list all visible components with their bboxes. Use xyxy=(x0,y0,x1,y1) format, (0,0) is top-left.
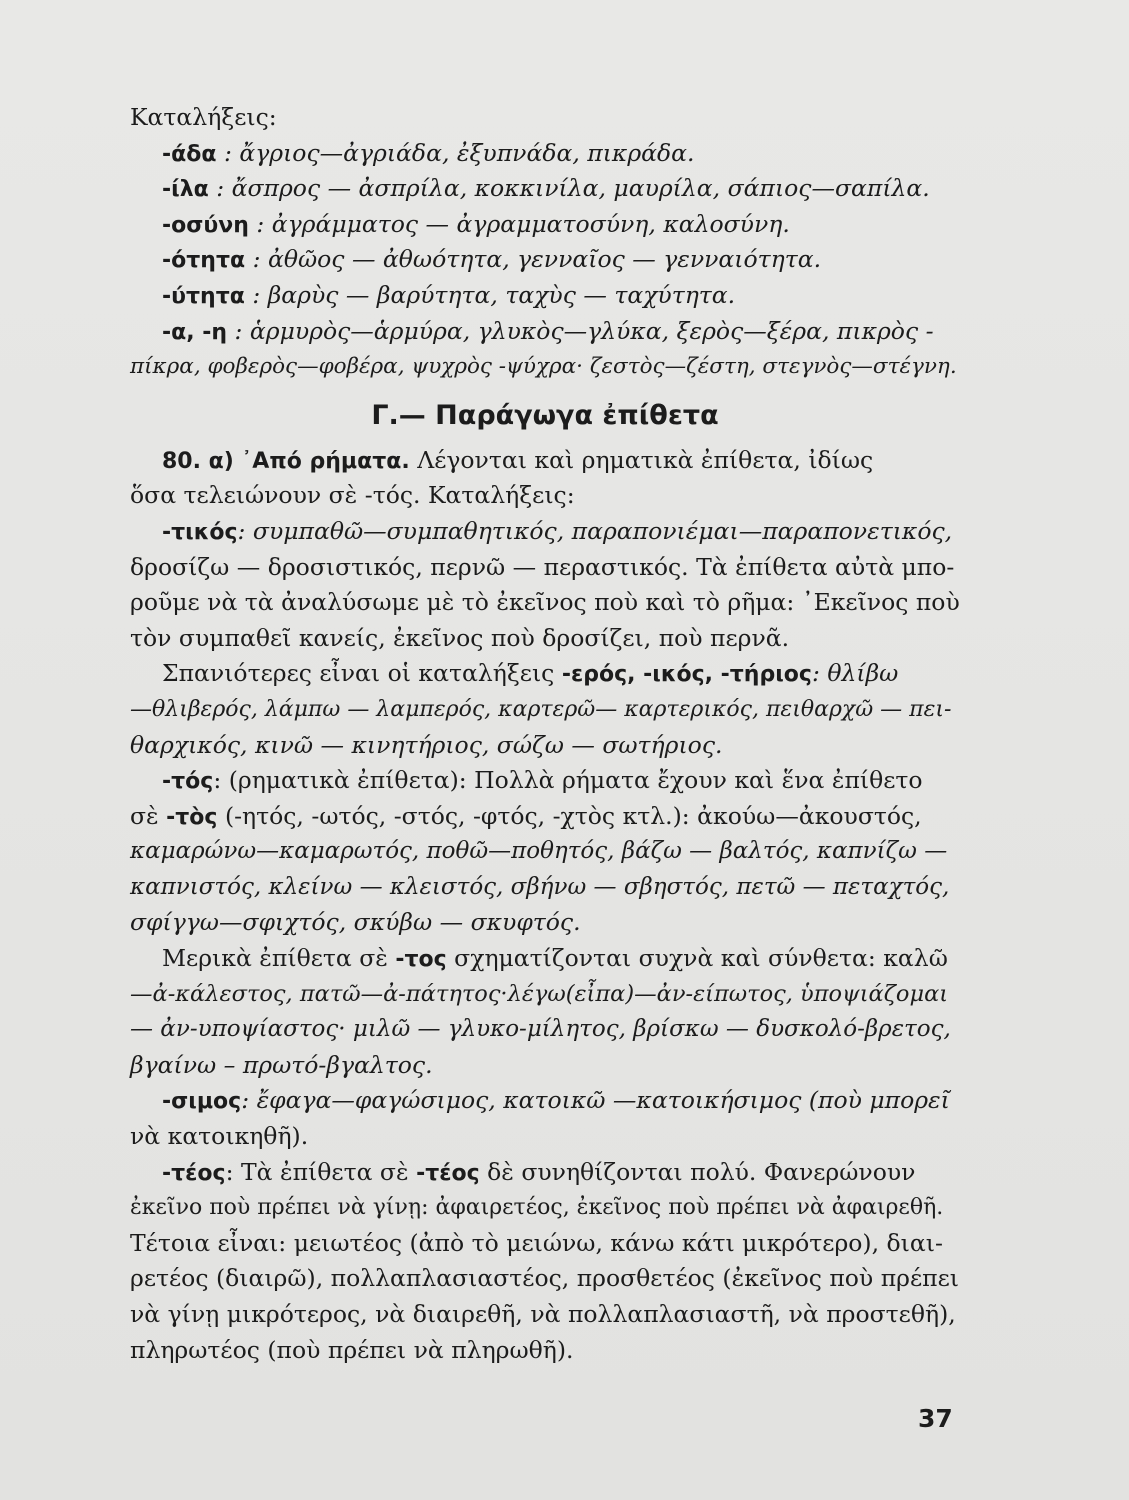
page-number: 37 xyxy=(918,1404,953,1433)
teos-line5: νὰ γίνῃ μικρότερος, νὰ διαιρεθῆ, νὰ πολλαπλασιαστῆ, νὰ προστεθῆ), xyxy=(130,1300,956,1328)
compound-line1: Μερικὰ ἐπίθετα σὲ -τος σχηματίζονται συχνὰ καὶ σύνθετα: καλῶ xyxy=(162,944,948,973)
tos-line2: σὲ -τὸς (-ητός, -ωτός, -στός, -φτός, -χτὸς κτλ.): ἀκούω—ἀκουστός, xyxy=(130,801,922,830)
tos-line5: σφίγγω—σφιχτός, σκύβω — σκυφτός. xyxy=(130,908,581,937)
tikos-line2: δροσίζω — δροσιστικός, περνῶ — περαστικός. Τὰ ἐπίθετα αὐτὰ μπο- xyxy=(130,552,955,581)
tos-line3: καμαρώνω—καμαρωτός, ποθῶ—ποθητός, βάζω — βαλτός, καπνίζω — xyxy=(130,838,948,865)
ending-a-i-cont: πίκρα, φοβερὸς—φοβέρα, ψυχρὸς -ψύχρα· ζεστὸς—ζέστη, στεγνὸς—στέγνη. xyxy=(130,354,957,380)
tikos-line3: ροῦμε νὰ τὰ ἀναλύσωμε μὲ τὸ ἐκεῖνος ποὺ καὶ τὸ ρῆμα: ᾽Εκεῖνος ποὺ xyxy=(130,588,960,617)
compound-line4: βγαίνω – πρωτό-βγαλτος. xyxy=(130,1050,433,1079)
teos-line2: ἐκεῖνο ποὺ πρέπει νὰ γίνῃ: ἀφαιρετέος, ἐκεῖνος ποὺ πρέπει νὰ ἀφαιρεθῆ. xyxy=(130,1195,944,1221)
para80-line2: ὅσα τελειώνουν σὲ -τός. Καταλήξεις: xyxy=(130,481,575,510)
tos-line4: καπνιστός, κλείνω — κλειστός, σβήνω — σβηστός, πετῶ — πεταχτός, xyxy=(130,873,950,900)
ending-osyni: -οσύνη : ἀγράμματος — ἀγραμματοσύνη, καλοσύνη. xyxy=(162,209,790,238)
rarer-line2: —θλιβερός, λάμπω — λαμπερός, καρτερῶ— καρτερικός, πειθαρχῶ — πει- xyxy=(130,696,952,722)
page-text xyxy=(130,100,960,1368)
tos-line1: -τός: (ρηματικὰ ἐπίθετα): Πολλὰ ρήματα ἔχουν καὶ ἕνα ἐπίθετο xyxy=(162,766,923,795)
teos-line3: Τέτοια εἶναι: μειωτέος (ἀπὸ τὸ μειώνω, κάνω κάτι μικρότερο), διαι- xyxy=(130,1228,943,1257)
simos-line2: νὰ κατοικηθῆ). xyxy=(130,1122,309,1151)
ending-ila: -ίλα : ἄσπρος — ἀσπρίλα, κοκκινίλα, μαυρίλα, σάπιος—σαπίλα. xyxy=(162,174,930,203)
tikos-line4: τὸν συμπαθεῖ κανείς, ἐκεῖνος ποὺ δροσίζει, ποὺ περνᾶ. xyxy=(130,623,790,652)
ending-otita: -ότητα : ἀθῶος — ἀθωότητα, γενναῖος — γενναιότητα. xyxy=(162,245,822,274)
tikos-line1: -τικός: συμπαθῶ—συμπαθητικός, παραπονιέμαι—παραπονετικός, xyxy=(162,516,953,545)
rarer-line3: θαρχικός, κινῶ — κινητήριος, σώζω — σωτήριος. xyxy=(130,730,723,759)
compound-line2: —ἀ-κάλεστος, πατῶ—ἀ-πάτητος·λέγω(εἶπα)—ἀν-είπωτος, ὑποψιάζομαι xyxy=(130,980,949,1007)
compound-line3: — ἀν-υποψίαστος· μιλῶ — γλυκο-μίλητος, βρίσκω — δυσκολό-βρετος, xyxy=(130,1016,951,1043)
rarer-line1: Σπανιότερες εἶναι οἱ καταλήξεις -ερός, -ικός, -τήριος: θλίβω xyxy=(162,659,899,688)
teos-line4: ρετέος (διαιρῶ), πολλαπλασιαστέος, προσθετέος (ἐκεῖνος ποὺ πρέπει xyxy=(130,1264,959,1293)
simos-line1: -σιμος: ἔφαγα—φαγώσιμος, κατοικῶ —κατοικήσιμος (ποὺ μπορεῖ xyxy=(162,1086,950,1115)
teos-line1: -τέος: Τὰ ἐπίθετα σὲ -τέος δὲ συνηθίζονται πολύ. Φανερώνουν xyxy=(162,1157,916,1186)
para80-line1: 80. α) ᾽Από ρήματα. Λέγονται καὶ ρηματικὰ ἐπίθετα, ἰδίως xyxy=(162,445,874,474)
section-title: Γ.— Παράγωγα ἐπίθετα xyxy=(371,399,719,431)
endings-heading: Καταλήξεις: xyxy=(130,103,277,131)
ending-a-i: -α, -η : ἁρμυρὸς—ἁρμύρα, γλυκὸς—γλύκα, ξερὸς—ξέρα, πικρὸς - xyxy=(162,316,934,345)
teos-line6: πληρωτέος (ποὺ πρέπει νὰ πληρωθῆ). xyxy=(130,1335,574,1364)
ending-ada: -άδα : ἄγριος—ἀγριάδα, ἐξυπνάδα, πικράδα. xyxy=(162,138,695,167)
ending-ytita: -ύτητα : βαρὺς — βαρύτητα, ταχὺς — ταχύτητα. xyxy=(162,280,736,309)
